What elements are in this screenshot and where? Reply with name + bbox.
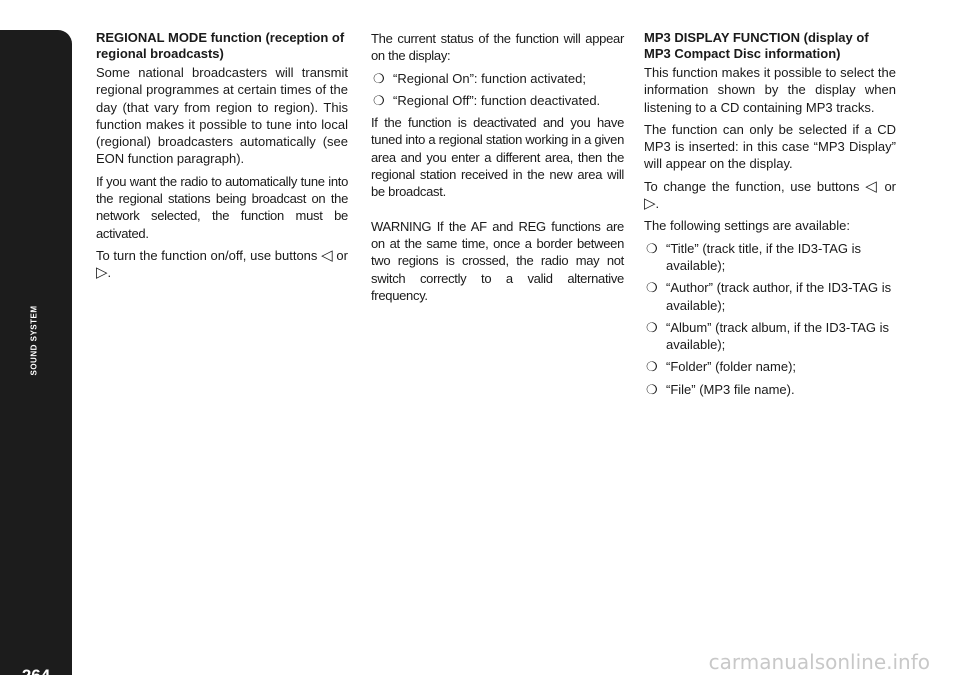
mp3-settings-list [644, 240, 896, 398]
circle-bullet-icon: ❍ [373, 92, 385, 108]
list-item [644, 358, 896, 375]
regional-mode-text-end: . [107, 265, 112, 281]
warning-paragraph: WARNING If the AF and REG functions are on at the same time, once a border between two regions is crossed, the radio may not switch correctly to a valid alternative frequency. [371, 218, 624, 303]
regional-mode-paragraph-1: Some national broadcasters will transmit regional programmes at certain times of the day (that vary from region to region). This function makes it possible to tune into local (regional) broadcasters automatically (see EON function paragraph). [96, 65, 348, 167]
watermark: carmanualsonline.info [708, 650, 930, 674]
list-item-text: “Title” (track title, if the ID3-TAG is available); [666, 240, 862, 273]
section-label [14, 280, 54, 400]
list-item [644, 381, 896, 398]
list-item-text: “Folder” (folder name); [666, 359, 797, 375]
status-paragraph-2: If the function is deactivated and you have tuned into a regional station working in a given area and you enter a different area, then the regional station received in the new area will be broadcast. [371, 115, 624, 200]
mp3-paragraph-4: The following settings are available: [644, 218, 850, 234]
column-regional-mode [96, 30, 348, 287]
list-item [644, 319, 896, 354]
circle-bullet-icon: ❍ [646, 359, 658, 375]
section-sidebar [0, 30, 72, 685]
column-regional-status [371, 30, 624, 309]
page-number: 264 [21, 666, 51, 685]
circle-bullet-icon: ❍ [646, 381, 658, 397]
right-arrow-icon: ▷ [96, 264, 108, 282]
list-item-text: “File” (MP3 file name). [666, 381, 795, 397]
list-item-text: “Regional Off”: function deactivated. [393, 92, 601, 108]
mp3-display-heading: MP3 DISPLAY FUNCTION (display of MP3 Compact Disc information) [644, 30, 869, 61]
regional-mode-text-before: To turn the function on/off, use buttons [96, 247, 322, 263]
status-paragraph-1: The current status of the function will appear on the display: [371, 31, 624, 64]
mp3-paragraph-3 [644, 178, 896, 213]
column-mp3-display [644, 30, 896, 403]
status-list [371, 70, 624, 110]
regional-mode-paragraph-3 [96, 247, 348, 282]
list-item [644, 240, 896, 275]
list-item [371, 92, 624, 109]
mp3-paragraph-1: This function makes it possible to select the information shown by the display when listening to a CD containing MP3 tracks. [644, 65, 896, 115]
right-arrow-icon: ▷ [644, 195, 656, 213]
regional-mode-paragraph-2: If you want the radio to automatically tune into the regional stations being broadcast on the network selected, the function must be activated. [96, 173, 348, 241]
list-item [371, 70, 624, 87]
mp3-text-mid: or [878, 178, 897, 194]
list-item-text: “Album” (track album, if the ID3-TAG is available); [666, 319, 889, 353]
circle-bullet-icon: ❍ [373, 70, 385, 86]
list-item-text: “Regional On”: function activated; [393, 70, 586, 86]
mp3-paragraph-2: The function can only be selected if a CD MP3 is inserted: in this case “MP3 Display” will appear on the display. [644, 121, 896, 172]
regional-mode-heading: REGIONAL MODE function (reception of regional broadcasts) [96, 30, 345, 61]
left-arrow-icon: ◁ [865, 177, 879, 195]
circle-bullet-icon: ❍ [646, 240, 658, 256]
mp3-text-before: To change the function, use buttons [644, 178, 866, 194]
list-item-text: “Author” (track author, if the ID3-TAG is available); [666, 280, 892, 313]
section-title: SOUND SYSTEM [29, 304, 39, 376]
circle-bullet-icon: ❍ [646, 280, 658, 296]
circle-bullet-icon: ❍ [646, 319, 658, 335]
left-arrow-icon: ◁ [321, 246, 333, 264]
regional-mode-text-mid: or [332, 247, 348, 263]
mp3-text-end: . [655, 196, 660, 212]
list-item [644, 279, 896, 314]
